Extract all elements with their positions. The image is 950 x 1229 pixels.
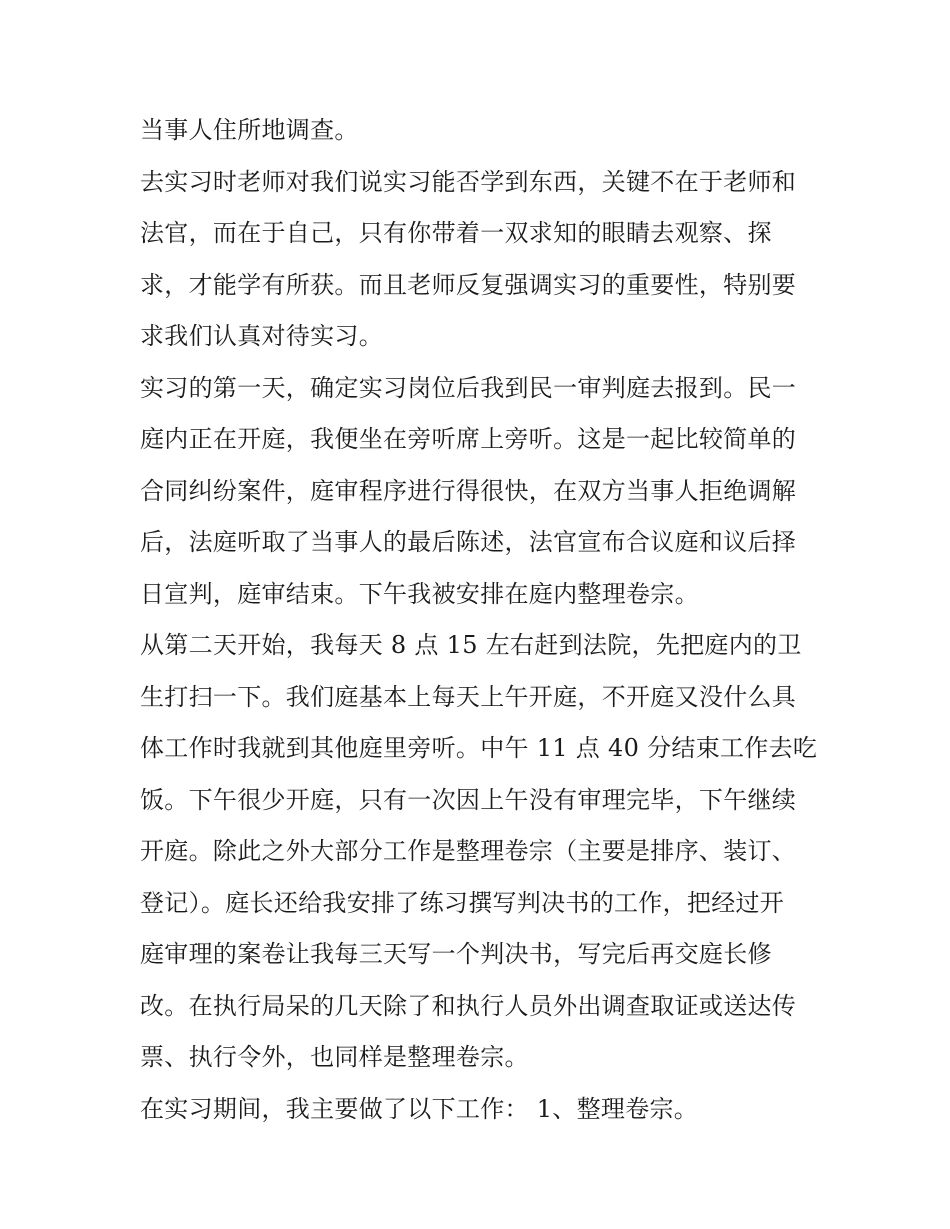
text-line: 日宣判，庭审结束。下午我被安排在庭内整理卷宗。 xyxy=(140,579,699,608)
text-line: 庭内正在开庭，我便坐在旁听席上旁听。这是一起比较简单的 xyxy=(140,425,797,453)
text-line: 合同纠纷案件，庭审程序进行得很快，在双方当事人拒绝调解 xyxy=(140,476,797,505)
text-line: 求，才能学有所获。而且老师反复强调实习的重要性，特别要 xyxy=(140,270,797,299)
document-body xyxy=(140,105,820,1135)
text-line: 法官，而在于自己，只有你带着一双求知的眼睛去观察、探 xyxy=(140,219,772,247)
text-line: 票、执行令外，也同样是整理卷宗。 xyxy=(140,1043,529,1071)
text-line: 求我们认真对待实习。 xyxy=(140,322,383,350)
text-line: 后，法庭听取了当事人的最后陈述，法官宣布合议庭和议后择 xyxy=(140,528,797,556)
text-line: 饭。下午很少开庭，只有一次因上午没有审理完毕，下午继续 xyxy=(140,785,797,814)
text-line: 在实习期间，我主要做了以下工作： 1、整理卷宗。 xyxy=(140,1094,699,1123)
text-line: 庭审理的案卷让我每三天写一个判决书，写完后再交庭长修 xyxy=(140,940,772,968)
text-line: 生打扫一下。我们庭基本上每天上午开庭，不开庭又没什么具 xyxy=(140,682,797,711)
text-line: 开庭。除此之外大部分工作是整理卷宗（主要是排序、装订、 xyxy=(140,837,797,865)
text-line: 当事人住所地调查。 xyxy=(140,116,359,144)
text-line: 改。在执行局呆的几天除了和执行人员外出调查取证或送达传 xyxy=(140,991,797,1020)
text-line: 从第二天开始，我每天 8 点 15 左右赶到法院，先把庭内的卫 xyxy=(140,631,802,659)
text-line: 去实习时老师对我们说实习能否学到东西，关键不在于老师和 xyxy=(140,167,797,196)
text-line: 登记）。庭长还给我安排了练习撰写判决书的工作，把经过开 xyxy=(140,888,785,917)
text-line: 实习的第一天，确定实习岗位后我到民一审判庭去报到。民一 xyxy=(140,373,797,402)
text-line: 体工作时我就到其他庭里旁听。中午 11 点 40 分结束工作去吃 xyxy=(140,734,818,762)
